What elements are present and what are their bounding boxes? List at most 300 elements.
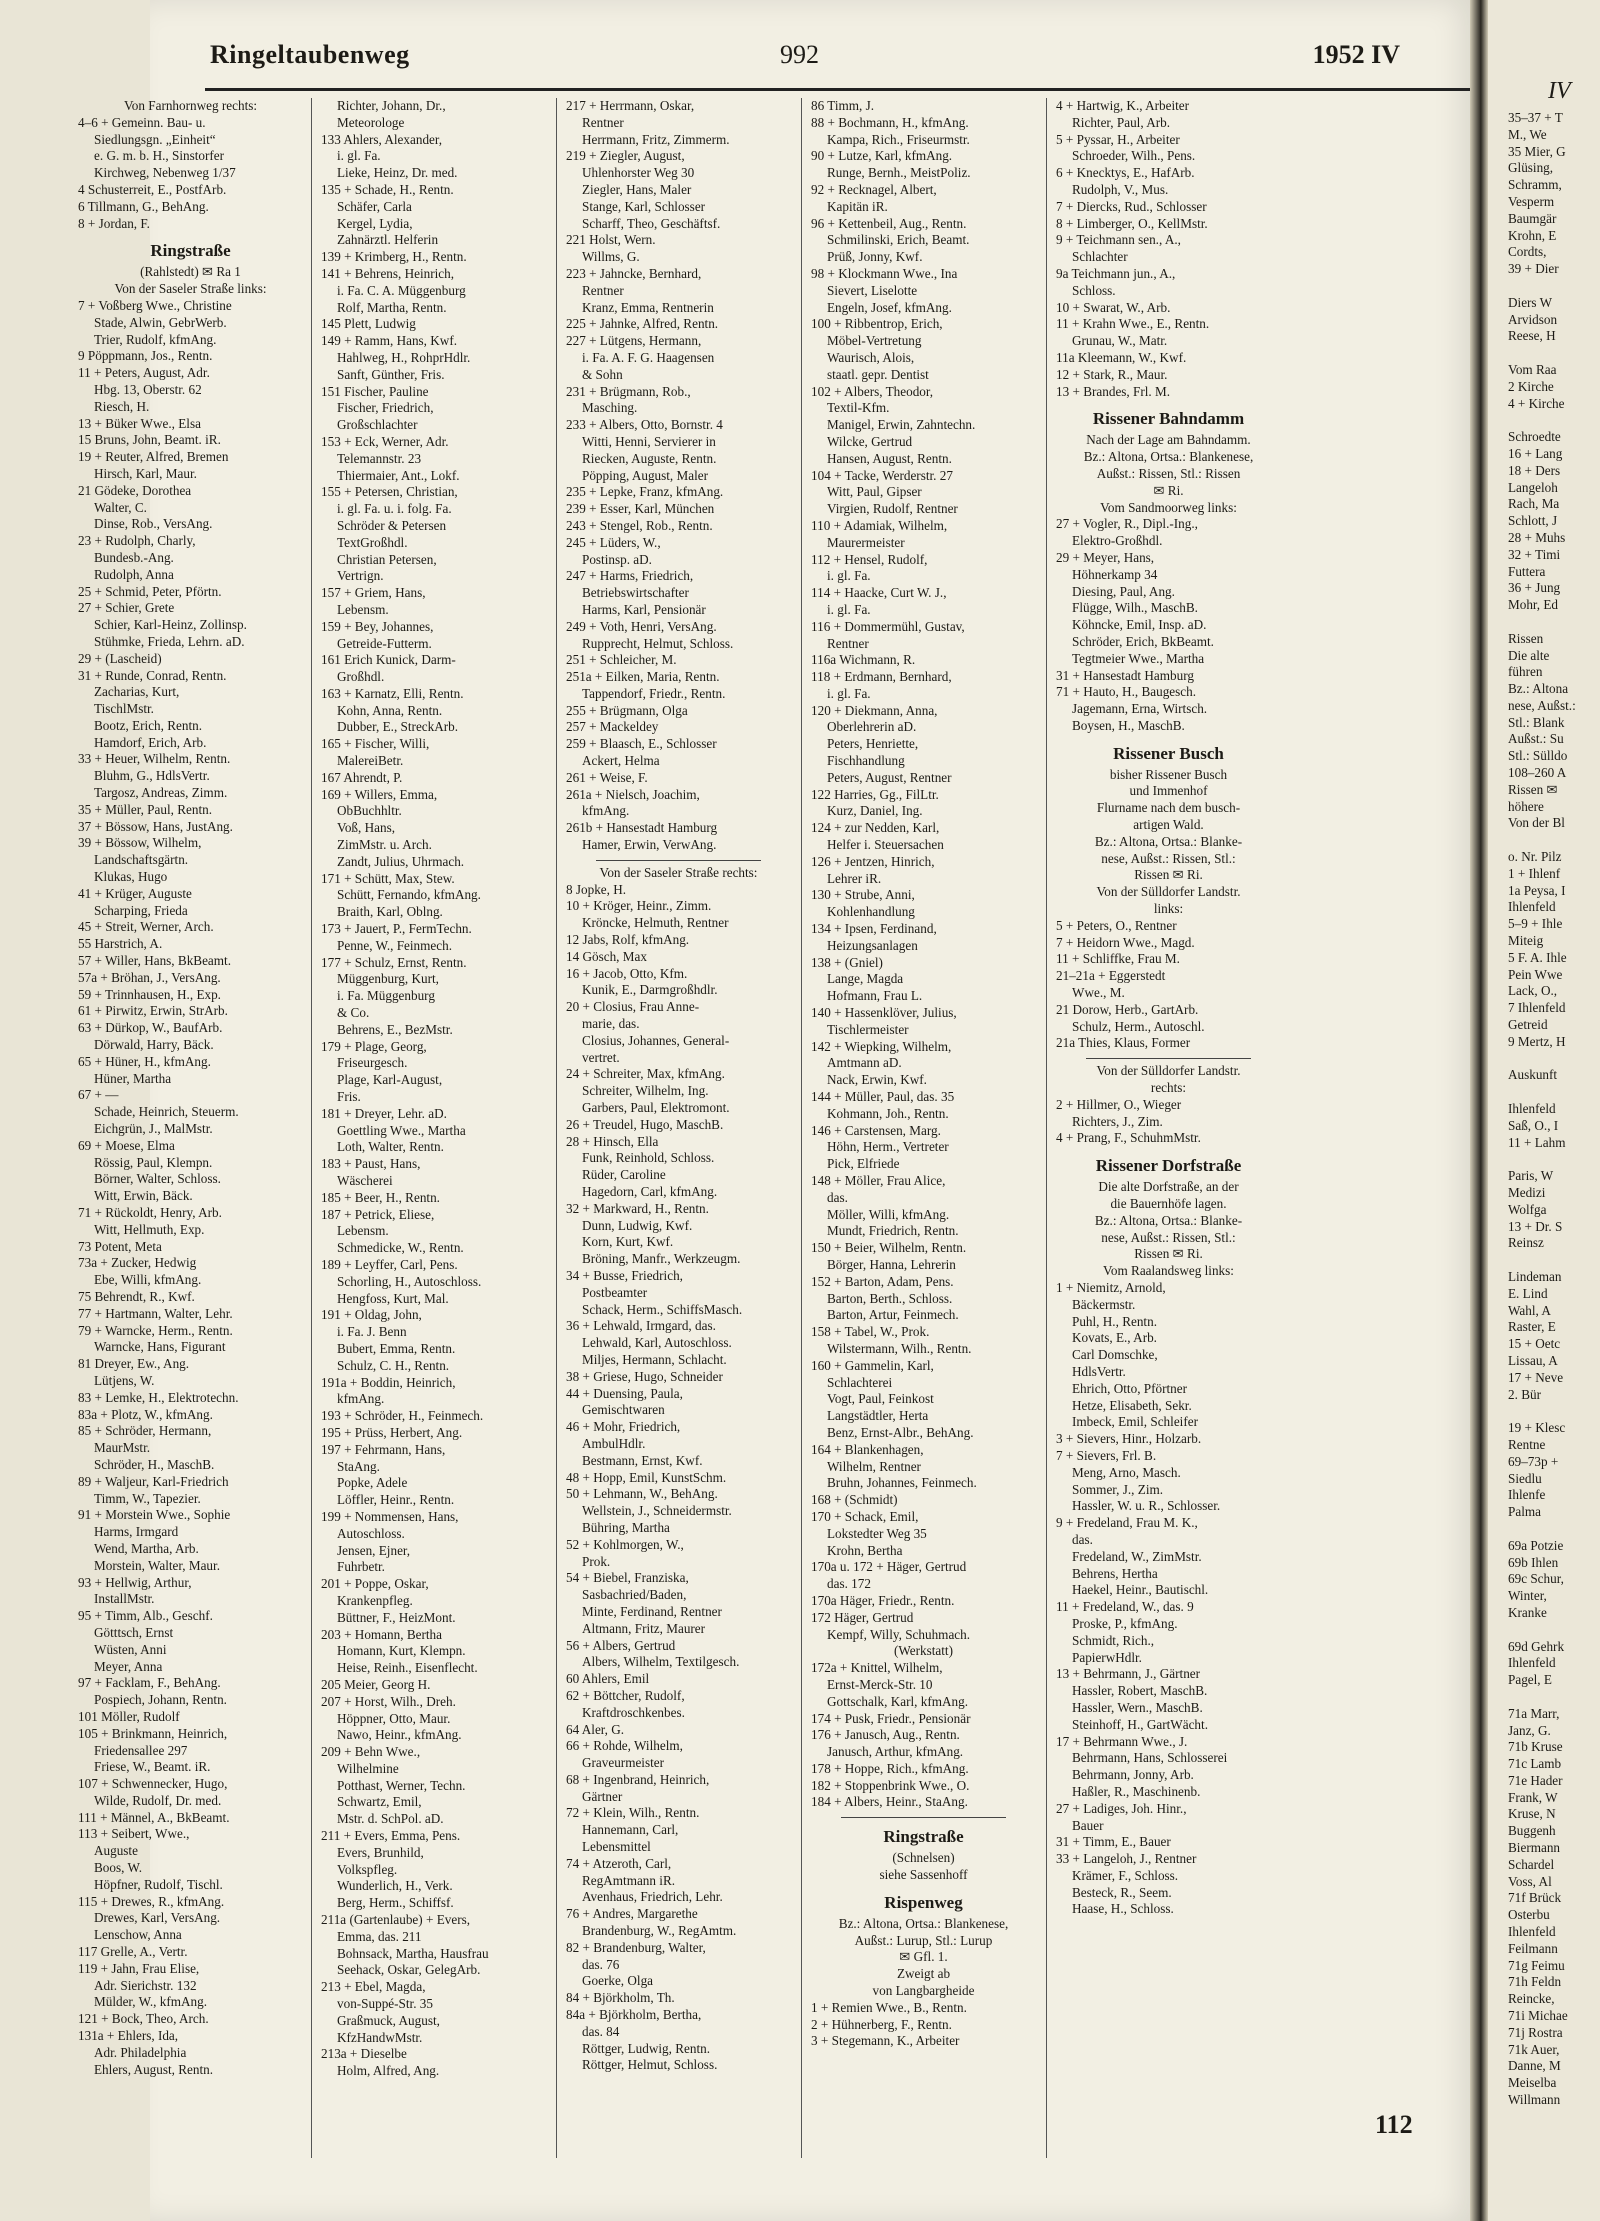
house-entry: 11a Kleemann, W., Kwf. [1056, 349, 1187, 365]
resident-entry: Minte, Ferdinand, Rentner [582, 1603, 722, 1619]
house-entry: 72 + Klein, Wilh., Rentn. [566, 1805, 700, 1821]
house-entry: 158 + Tabel, W., Prok. [811, 1324, 930, 1340]
house-entry: 96 + Kettenbeil, Aug., Rentn. [811, 215, 967, 231]
street-note: (Werkstatt) [894, 1643, 953, 1659]
house-entry: 170a Häger, Friedr., Rentn. [811, 1592, 955, 1608]
resident-entry: Richters, J., Zim. [1072, 1113, 1163, 1129]
street-note: Rissen ✉ Ri. [1134, 1246, 1203, 1262]
resident-entry: Haßler, R., Maschinenb. [1072, 1783, 1201, 1799]
resident-entry: Mundt, Friedrich, Rentn. [827, 1223, 959, 1239]
resident-entry: MaurMstr. [94, 1440, 151, 1456]
house-entry: 77 + Hartmann, Walter, Lehr. [78, 1305, 233, 1321]
resident-entry: Lebensm. [337, 601, 389, 617]
resident-entry: Hbg. 13, Oberstr. 62 [94, 381, 202, 397]
resident-entry: Graßmuck, August, [337, 2012, 440, 2028]
resident-entry: RegAmtmann iR. [582, 1872, 676, 1888]
adjacent-entry: Vesperm [1508, 193, 1555, 209]
adjacent-entry: Vom Raa [1508, 361, 1557, 377]
resident-entry: Sasbachried/Baden, [582, 1587, 687, 1603]
house-entry: 159 + Bey, Johannes, [321, 618, 434, 634]
resident-entry: HdlsVertr. [1072, 1363, 1126, 1379]
house-entry: 249 + Voth, Henri, VersAng. [566, 618, 717, 634]
house-entry: 29 + Meyer, Hans, [1056, 549, 1155, 565]
adjacent-entry: 71e Hader [1508, 1772, 1563, 1788]
house-entry: 93 + Hellwig, Arthur, [78, 1574, 192, 1590]
adjacent-entry [1508, 1252, 1600, 1269]
house-entry: 88 + Bochmann, H., kfmAng. [811, 114, 969, 130]
resident-entry: Sommer, J., Zim. [1072, 1481, 1164, 1497]
resident-entry: Höppner, Otto, Maur. [337, 1710, 451, 1726]
adjacent-entry: Mohr, Ed [1508, 597, 1559, 613]
resident-entry: Löffler, Heinr., Rentn. [337, 1492, 455, 1508]
resident-entry: & Co. [337, 1005, 370, 1021]
resident-entry: Fris. [337, 1089, 361, 1105]
resident-entry: Richter, Paul, Arb. [1072, 114, 1170, 130]
resident-entry: Röttger, Helmut, Schloss. [582, 2057, 718, 2073]
resident-entry: Schröder & Petersen [337, 517, 447, 533]
directory-column-4 [811, 98, 1036, 2050]
adjacent-entry: Lindeman [1508, 1268, 1562, 1284]
resident-entry: Boysen, H., MaschB. [1072, 717, 1185, 733]
adjacent-entry: Schardel [1508, 1856, 1555, 1872]
resident-entry: das. [827, 1189, 848, 1205]
house-entry: 182 + Stoppenbrink Wwe., O. [811, 1777, 970, 1793]
resident-entry: Getreide-Futterm. [337, 635, 432, 651]
street-note: siehe Sassenhoff [879, 1867, 968, 1883]
adjacent-entry: 71b Kruse [1508, 1739, 1563, 1755]
house-entry: 116 + Dommermühl, Gustav, [811, 618, 965, 634]
resident-entry: Schütt, Fernando, kfmAng. [337, 887, 481, 903]
resident-entry: Fischer, Friedrich, [337, 400, 434, 416]
adjacent-entry: Rissen ✉ [1508, 781, 1558, 797]
adjacent-entry: Willmann [1508, 2092, 1561, 2108]
resident-entry: ObBuchhltr. [337, 803, 402, 819]
street-note: die Bauernhöfe lagen. [1110, 1196, 1227, 1212]
house-entry: 243 + Stengel, Rob., Rentn. [566, 517, 713, 533]
adjacent-entry: 69b Ihlen [1508, 1554, 1559, 1570]
resident-entry: MalereiBetr. [337, 753, 404, 769]
section-divider [1086, 1058, 1251, 1059]
adjacent-entry: Rissen [1508, 630, 1544, 646]
house-entry: 2 + Hillmer, O., Wieger [1056, 1096, 1182, 1112]
page-header [190, 40, 1440, 90]
street-note: ✉ Ri. [1153, 482, 1184, 498]
resident-entry: Zacharias, Kurt, [94, 684, 180, 700]
adjacent-entry: 17 + Neve [1508, 1369, 1564, 1385]
resident-entry: Scharping, Frieda [94, 902, 188, 918]
resident-entry: i. Fa. C. A. Müggenburg [337, 282, 466, 298]
house-entry: 193 + Schröder, H., Feinmech. [321, 1408, 484, 1424]
resident-entry: Schier, Karl-Heinz, Zollinsp. [94, 617, 247, 633]
resident-entry: Fischhandlung [827, 753, 905, 769]
house-entry: 13 + Brandes, Frl. M. [1056, 383, 1171, 399]
adjacent-entry: Reese, H [1508, 328, 1556, 344]
house-entry: 19 + Reuter, Alfred, Bremen [78, 449, 229, 465]
adjacent-entry: Cordts, [1508, 244, 1547, 260]
resident-entry: Rüder, Caroline [582, 1167, 666, 1183]
adjacent-entry: Stl.: Blank [1508, 714, 1565, 730]
resident-entry: Diesing, Paul, Ang. [1072, 583, 1175, 599]
house-entry: 177 + Schulz, Ernst, Rentn. [321, 954, 467, 970]
street-note: Die alte Dorfstraße, an der [1098, 1179, 1239, 1195]
resident-entry: Friseurgesch. [337, 1055, 408, 1071]
resident-entry: Wend, Martha, Arb. [94, 1540, 199, 1556]
house-entry: 191 + Oldag, John, [321, 1307, 422, 1323]
adjacent-entry: 35–37 + T [1508, 110, 1563, 125]
resident-entry: Lieke, Heinz, Dr. med. [337, 165, 458, 181]
adjacent-entry: 9 Mertz, H [1508, 1033, 1566, 1049]
house-entry: 221 Holst, Wern. [566, 232, 656, 248]
house-entry: 144 + Müller, Paul, das. 35 [811, 1089, 955, 1105]
house-entry: 31 + Runde, Conrad, Rentn. [78, 667, 227, 683]
house-entry: 211a (Gartenlaube) + Evers, [321, 1912, 471, 1928]
adjacent-entry: Meiselba [1508, 2075, 1557, 2091]
resident-entry: Pospiech, Johann, Rentn. [94, 1692, 227, 1708]
resident-entry: marie, das. [582, 1016, 640, 1032]
resident-entry: Besteck, R., Seem. [1072, 1884, 1172, 1900]
resident-entry: Bundesb.-Ang. [94, 549, 174, 565]
house-entry: 61 + Pirwitz, Erwin, StrArb. [78, 1003, 228, 1019]
resident-entry: Goerke, Olga [582, 1973, 654, 1989]
house-entry: 168 + (Schmidt) [811, 1492, 898, 1508]
directory-column-2 [321, 98, 546, 2080]
house-entry: 24 + Schreiter, Max, kfmAng. [566, 1066, 725, 1082]
resident-entry: Siedlungsgn. „Einheit“ [94, 131, 216, 147]
resident-entry: Mstr. d. SchPol. aD. [337, 1811, 444, 1827]
adjacent-entry: 28 + Muhs [1508, 529, 1566, 545]
resident-entry: Kranz, Emma, Rentnerin [582, 299, 714, 315]
street-note: Von Farnhornweg rechts: [123, 98, 258, 113]
resident-entry: Meng, Arno, Masch. [1072, 1464, 1181, 1480]
house-entry: 4–6 + Gemeinn. Bau- u. [78, 114, 206, 130]
street-note: nese, Außst.: Rissen, Stl.: [1101, 1229, 1236, 1245]
resident-entry: Wellstein, J., Schneidermstr. [582, 1503, 732, 1519]
street-note: Flurname nach dem busch- [1096, 800, 1241, 816]
resident-entry: Dinse, Rob., VersAng. [94, 516, 213, 532]
house-entry: 165 + Fischer, Willi, [321, 736, 430, 752]
house-entry: 247 + Harms, Friedrich, [566, 568, 694, 584]
adjacent-entry: Schramm, [1508, 177, 1562, 193]
adjacent-entry [1508, 412, 1600, 429]
house-entry: 184 + Albers, Heinr., StaAng. [811, 1794, 968, 1810]
house-entry: 172 Häger, Gertrud [811, 1609, 914, 1625]
resident-entry: Hengfoss, Kurt, Mal. [337, 1290, 449, 1306]
resident-entry: Engeln, Josef, kfmAng. [827, 299, 952, 315]
resident-entry: Popke, Adele [337, 1475, 408, 1491]
house-entry: 33 + Heuer, Wilhelm, Rentn. [78, 751, 231, 767]
resident-entry: Mülder, W., kfmAng. [94, 1994, 208, 2010]
house-entry: 14 Gösch, Max [566, 948, 647, 964]
street-note: Rissen ✉ Ri. [1134, 867, 1203, 883]
house-entry: 112 + Hensel, Rudolf, [811, 551, 928, 567]
directory-columns [60, 98, 1415, 2158]
resident-entry: Lebensmittel [582, 1839, 651, 1855]
house-entry: 65 + Hüner, H., kfmAng. [78, 1053, 211, 1069]
house-entry: 27 + Schier, Grete [78, 600, 175, 616]
adjacent-entry: Schroedte [1508, 429, 1561, 445]
house-entry: 227 + Lütgens, Hermann, [566, 333, 702, 349]
house-entry: 5 + Pyssar, H., Arbeiter [1056, 131, 1180, 147]
resident-entry: Börner, Walter, Schloss. [94, 1171, 221, 1187]
resident-entry: Betriebswirtschafter [582, 585, 689, 601]
resident-entry: Wwe., M. [1072, 985, 1125, 1001]
resident-entry: Höhnerkamp 34 [1072, 566, 1158, 582]
resident-entry: Witt, Erwin, Bäck. [94, 1188, 193, 1204]
resident-entry: Schmedicke, W., Rentn. [337, 1240, 464, 1256]
street-note: Von der Sülldorfer Landstr. [1096, 884, 1241, 900]
resident-entry: Manigel, Erwin, Zahntechn. [827, 417, 976, 433]
resident-entry: Benz, Ernst-Albr., BehAng. [827, 1424, 974, 1440]
house-entry: 100 + Ribbentrop, Erich, [811, 316, 943, 332]
adjacent-entry: 2. Bür [1508, 1386, 1541, 1402]
directory-column-3 [566, 98, 791, 2074]
adjacent-entry: Danne, M [1508, 2058, 1561, 2074]
adjacent-entry: Miteig [1508, 933, 1544, 949]
adjacent-entry: Getreid [1508, 1017, 1548, 1033]
adjacent-entry: Futtera [1508, 563, 1546, 579]
house-entry: 21a Thies, Klaus, Former [1056, 1035, 1191, 1051]
house-entry: 60 Ahlers, Emil [566, 1671, 650, 1687]
resident-entry: Dunn, Ludwig, Kwf. [582, 1217, 693, 1233]
adjacent-entry: Osterbu [1508, 1907, 1550, 1923]
resident-entry: Bauer [1072, 1817, 1104, 1833]
adjacent-entry: Stl.: Sülldo [1508, 748, 1568, 764]
resident-entry: ZimMstr. u. Arch. [337, 837, 432, 853]
house-entry: 148 + Möller, Frau Alice, [811, 1173, 946, 1188]
adjacent-entry: 11 + Lahm [1508, 1134, 1566, 1150]
house-entry: 4 Schusterreit, E., PostfArb. [78, 181, 227, 197]
resident-entry: das. 84 [582, 2023, 620, 2039]
resident-entry: Hassler, W. u. R., Schlosser. [1072, 1498, 1221, 1514]
adjacent-entry: Pein Wwe [1508, 966, 1563, 982]
resident-entry: Ackert, Helma [582, 753, 660, 769]
resident-entry: Evers, Brunhild, [337, 1844, 424, 1860]
house-entry: 85 + Schröder, Hermann, [78, 1423, 212, 1439]
resident-entry: Behrens, Hertha [1072, 1565, 1158, 1581]
adjacent-entry: M., We [1508, 126, 1547, 142]
resident-entry: Bluhm, G., HdlsVertr. [94, 768, 210, 784]
resident-entry: Barton, Berth., Schloss. [827, 1290, 953, 1306]
resident-entry: KfzHandwMstr. [337, 2029, 423, 2045]
resident-entry: Maurermeister [827, 534, 905, 550]
resident-entry: das. 172 [827, 1576, 871, 1592]
adjacent-entry: 69d Gehrk [1508, 1638, 1565, 1654]
street-note: Nach der Lage am Bahndamm. [1086, 432, 1251, 448]
house-entry: 172a + Knittel, Wilhelm, [811, 1660, 943, 1676]
street-note: (Schnelsen) [892, 1850, 955, 1866]
resident-entry: Haase, H., Schloss. [1072, 1901, 1174, 1917]
resident-entry: Bestmann, Ernst, Kwf. [582, 1452, 703, 1468]
house-entry: 9 + Fredeland, Frau M. K., [1056, 1515, 1198, 1531]
house-entry: 203 + Homann, Bertha [321, 1626, 442, 1642]
house-entry: 164 + Blankenhagen, [811, 1441, 924, 1457]
resident-entry: Homann, Kurt, Klempn. [337, 1643, 466, 1659]
adjacent-entry: 71k Auer, [1508, 2041, 1560, 2057]
street-note: Bz.: Altona, Ortsa.: Blankenese, [1083, 449, 1254, 465]
house-entry: 101 Möller, Rudolf [78, 1708, 180, 1724]
resident-entry: Schulz, C. H., Rentn. [337, 1357, 450, 1373]
resident-entry: Haekel, Heinr., Bautischl. [1072, 1582, 1209, 1598]
house-entry: 209 + Behn Wwe., [321, 1744, 421, 1760]
resident-entry: kfmAng. [582, 803, 630, 819]
house-entry: 2 + Hühnerberg, F., Rentn. [811, 2016, 952, 2032]
resident-entry: Dörwald, Harry, Bäck. [94, 1037, 214, 1053]
street-heading: Ringstraße [883, 1827, 964, 1847]
adjacent-entry: Saß, O., I [1508, 1117, 1559, 1133]
resident-entry: Loth, Walter, Rentn. [337, 1139, 444, 1155]
house-entry: 121 + Bock, Theo, Arch. [78, 2011, 209, 2027]
house-entry: 199 + Nommensen, Hans, [321, 1508, 459, 1524]
street-note: artigen Wald. [1133, 817, 1204, 833]
house-entry: 173 + Jauert, P., FermTechn. [321, 921, 472, 937]
resident-entry: Hansen, August, Rentn. [827, 450, 952, 466]
resident-entry: Thiermaier, Ant., Lokf. [337, 467, 460, 483]
resident-entry: von-Suppé-Str. 35 [337, 1996, 433, 2012]
column-rule [556, 98, 557, 2158]
resident-entry: Vertrign. [337, 568, 384, 584]
section-divider [841, 1817, 1006, 1818]
house-entry: 32 + Markward, H., Rentn. [566, 1200, 709, 1216]
house-entry: 126 + Jentzen, Hinrich, [811, 853, 935, 869]
house-entry: 83 + Lemke, H., Elektrotechn. [78, 1389, 239, 1405]
resident-entry: Schmidt, Rich., [1072, 1632, 1155, 1648]
resident-entry: Ebe, Willi, kfmAng. [94, 1272, 202, 1288]
house-entry: 71 + Hauto, H., Baugesch. [1056, 684, 1197, 700]
resident-entry: Langstädtler, Herta [827, 1408, 929, 1424]
resident-entry: Nawo, Heinr., kfmAng. [337, 1727, 462, 1743]
house-entry: 259 + Blaasch, E., Schlosser [566, 736, 717, 752]
resident-entry: Kurz, Daniel, Ing. [827, 803, 923, 819]
resident-entry: & Sohn [582, 366, 623, 382]
resident-entry: Oberlehrerin aD. [827, 719, 917, 735]
resident-entry: Helfer i. Steuersachen [827, 837, 944, 853]
resident-entry: Hassler, Robert, MaschB. [1072, 1683, 1208, 1699]
header-year-volume: 1952 IV [1312, 40, 1400, 69]
house-entry: 213a + Dieselbe [321, 2046, 407, 2062]
house-entry: 69 + Moese, Elma [78, 1137, 175, 1153]
resident-entry: Schwartz, Emil, [337, 1794, 422, 1810]
resident-entry: Tischlermeister [827, 1021, 909, 1037]
adjacent-entry: Siedlu [1508, 1470, 1542, 1486]
resident-entry: Auguste [94, 1843, 138, 1859]
resident-entry: Grunau, W., Matr. [1072, 333, 1168, 349]
house-entry: 21–21a + Eggerstedt [1056, 968, 1166, 984]
resident-entry: Flügge, Wilh., MaschB. [1072, 600, 1198, 616]
adjacent-entry: Wolfga [1508, 1201, 1547, 1217]
house-entry: 170 + Schack, Emil, [811, 1508, 919, 1524]
adjacent-entry: 1 + Ihlenf [1508, 865, 1561, 881]
house-entry: 84a + Björkholm, Bertha, [566, 2007, 702, 2023]
adjacent-entry: Janz, G. [1508, 1722, 1551, 1738]
adjacent-entry: Rach, Ma [1508, 496, 1560, 512]
house-entry: 117 Grelle, A., Vertr. [78, 1944, 188, 1960]
adjacent-entry: 71g Feimu [1508, 1957, 1565, 1973]
resident-entry: Harms, Irmgard [94, 1524, 179, 1540]
resident-entry: Jagemann, Erna, Wirtsch. [1072, 701, 1208, 717]
adjacent-entry: 2 Kirche [1508, 378, 1554, 394]
resident-entry: Vogt, Paul, Feinkost [827, 1391, 934, 1407]
adjacent-entry: Biermann [1508, 1840, 1561, 1856]
resident-entry: Adr. Philadelphia [94, 2044, 187, 2060]
house-entry: 31 + Timm, E., Bauer [1056, 1834, 1171, 1850]
resident-entry: Bootz, Erich, Rentn. [94, 717, 203, 733]
adjacent-entry: höhere [1508, 798, 1544, 814]
resident-entry: Runge, Bernh., MeistPoliz. [827, 165, 971, 181]
resident-entry: Goettling Wwe., Martha [337, 1122, 466, 1138]
house-entry: 251a + Eilken, Maria, Rentn. [566, 669, 720, 685]
house-entry: 29 + (Lascheid) [78, 650, 162, 666]
adjacent-entry: Krohn, E [1508, 227, 1557, 243]
adjacent-entry: Lack, O., [1508, 983, 1558, 999]
resident-entry: Kergel, Lydia, [337, 215, 413, 231]
house-entry: 105 + Brinkmann, Heinrich, [78, 1725, 228, 1741]
header-street-name: Ringeltaubenweg [210, 40, 410, 69]
resident-entry: Prüß, Jonny, Kwf. [827, 249, 923, 265]
house-entry: 55 Harstrich, A. [78, 936, 163, 952]
house-entry: 114 + Haacke, Curt W. J., [811, 585, 947, 601]
resident-entry: Hassler, Wern., MaschB. [1072, 1699, 1203, 1715]
street-note: Bz.: Altona, Ortsa.: Blanke- [1094, 833, 1243, 849]
house-entry: 26 + Treudel, Hugo, MaschB. [566, 1116, 724, 1132]
resident-entry: Klukas, Hugo [94, 869, 168, 885]
resident-entry: Christian Petersen, [337, 551, 437, 567]
street-note: Vom Sandmoorweg links: [1100, 499, 1237, 515]
adjacent-entry: E. Lind [1508, 1285, 1548, 1301]
house-entry: 3 + Sievers, Hinr., Holzarb. [1056, 1431, 1202, 1447]
resident-entry: Bühring, Martha [582, 1519, 670, 1535]
house-entry: 74 + Atzeroth, Carl, [566, 1855, 672, 1871]
resident-entry: Pick, Elfriede [827, 1156, 900, 1172]
house-entry: 64 Aler, G. [566, 1721, 625, 1737]
house-entry: 104 + Tacke, Werderstr. 27 [811, 467, 953, 483]
resident-entry: Sanft, Günther, Fris. [337, 366, 445, 382]
house-entry: 118 + Erdmann, Bernhard, [811, 669, 952, 685]
street-note: Von der Sülldorfer Landstr. [1096, 1063, 1241, 1079]
house-entry: 38 + Griese, Hugo, Schneider [566, 1368, 723, 1384]
resident-entry: Steinhoff, H., GartWächt. [1072, 1716, 1208, 1732]
resident-entry: Adr. Sierichstr. 132 [94, 1977, 197, 1993]
house-entry: 133 Ahlers, Alexander, [321, 131, 443, 147]
house-entry: 145 Plett, Ludwig [321, 316, 416, 332]
resident-entry: i. gl. Fa. [337, 148, 381, 164]
house-entry: 245 + Lüders, W., [566, 534, 661, 550]
house-entry: 122 Harries, Gg., FilLtr. [811, 786, 939, 802]
resident-entry: Bäckermstr. [1072, 1296, 1136, 1312]
house-entry: 207 + Horst, Wilh., Dreh. [321, 1693, 456, 1709]
adjacent-entry: 69c Schur, [1508, 1571, 1564, 1587]
house-entry: 13 + Büker Wwe., Elsa [78, 415, 201, 431]
resident-entry: Wilhelm, Rentner [827, 1458, 921, 1474]
house-entry: 223 + Jahncke, Bernhard, [566, 265, 702, 281]
resident-entry: Morstein, Walter, Maur. [94, 1557, 220, 1573]
adjacent-entry: 71j Rostra [1508, 2024, 1563, 2040]
resident-entry: Röttger, Ludwig, Rentn. [582, 2040, 711, 2056]
house-entry: 73a + Zucker, Hedwig [78, 1255, 197, 1271]
resident-entry: Fredeland, W., ZimMstr. [1072, 1548, 1202, 1564]
column-rule [1046, 98, 1047, 2158]
house-entry: 67 + — [78, 1087, 119, 1103]
adjacent-entry: führen [1508, 664, 1543, 680]
house-entry: 160 + Gammelin, Karl, [811, 1357, 934, 1373]
adjacent-entry: 69–73p + [1508, 1453, 1559, 1469]
house-entry: 171 + Schütt, Max, Stew. [321, 870, 455, 886]
house-entry: 13 + Behrmann, J., Gärtner [1056, 1666, 1201, 1682]
adjacent-entry: Paris, W [1508, 1168, 1554, 1184]
house-entry: 255 + Brügmann, Olga [566, 702, 688, 718]
resident-entry: Kempf, Willy, Schuhmach. [827, 1626, 971, 1642]
street-note: von Langbargheide [872, 1983, 975, 1999]
adjacent-entry [1508, 1622, 1600, 1639]
